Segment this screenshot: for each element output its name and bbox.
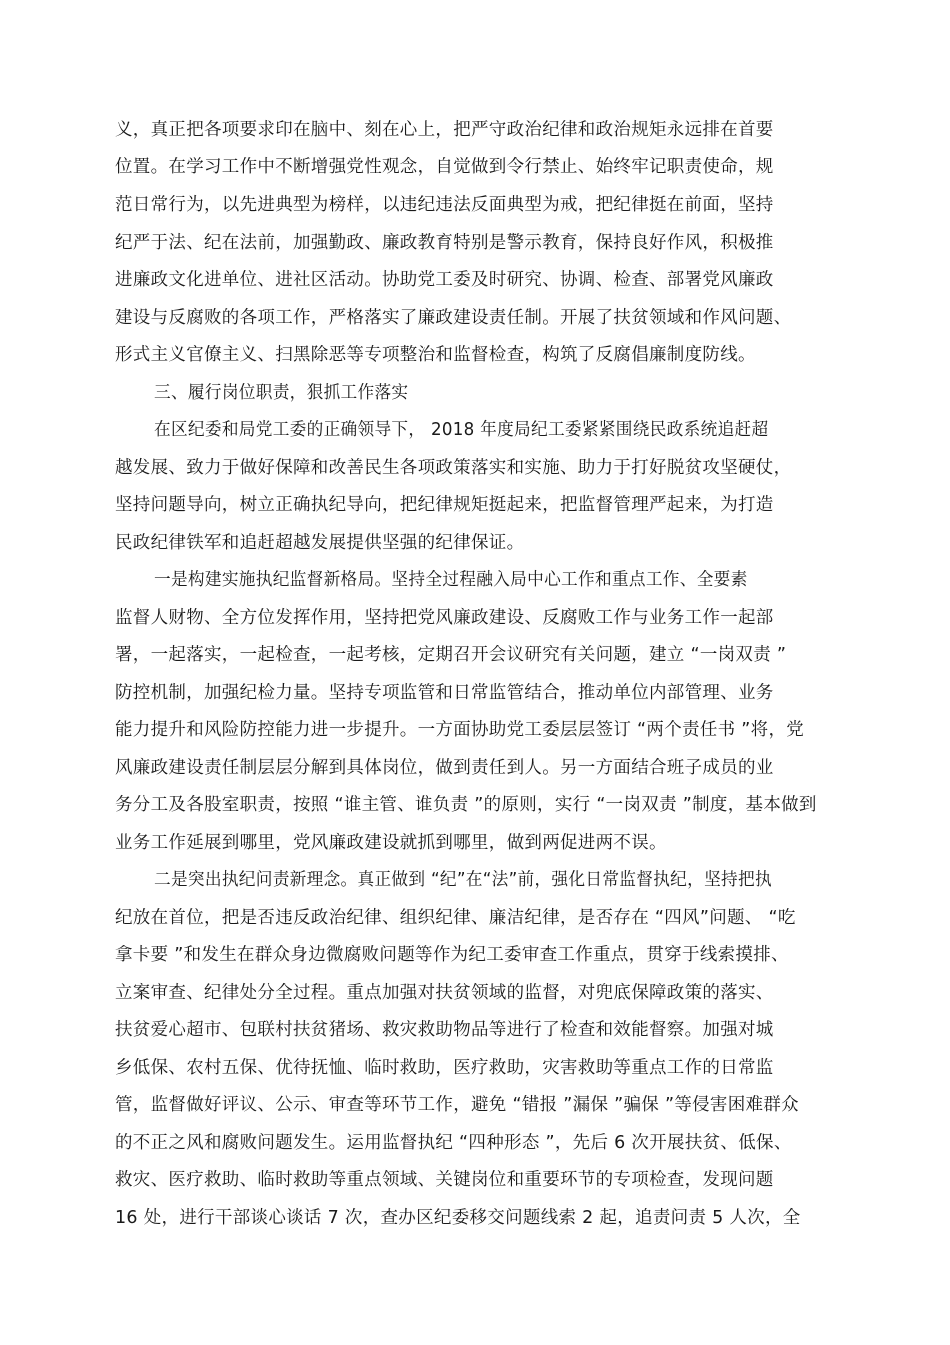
text-line: 扶贫爱心超市、包联村扶贫猪场、救灾救助物品等进行了检查和效能督察。加强对城 <box>115 1020 774 1040</box>
text-line: 乡低保、农村五保、优待抚恤、临时救助，医疗救助，灾害救助等重点工作的日常监 <box>115 1058 774 1078</box>
text-line: 风廉政建设责任制层层分解到具体岗位，做到责任到人。另一方面结合班子成员的业 <box>115 758 774 778</box>
text-line: 业务工作延展到哪里，党风廉政建设就抓到哪里，做到两促进两不误。 <box>115 833 667 853</box>
text-line: 范日常行为，以先进典型为榜样，以违纪违法反面典型为戒，把纪律挺在前面，坚持 <box>115 195 774 215</box>
section-heading: 三、履行岗位职责，狠抓工作落实 <box>154 383 409 403</box>
text-line: 的不正之风和腐败问题发生。运用监督执纪 “四种形态 ”，先后 6 次开展扶贫、低保、 <box>115 1133 792 1153</box>
text-line: 位置。在学习工作中不断增强党性观念，自觉做到令行禁止、始终牢记职责使命，规 <box>115 157 774 177</box>
text-line: 署，一起落实，一起检查，一起考核，定期召开会议研究有关问题，建立 “一岗双责 ” <box>115 645 787 665</box>
text-line: 二是突出执纪问责新理念。真正做到 “纪”在“法”前，强化日常监督执纪，坚持把执 <box>154 870 772 890</box>
text-line: 义，真正把各项要求印在脑中、刻在心上，把严守政治纪律和政治规矩永远排在首要 <box>115 120 774 140</box>
text-line: 建设与反腐败的各项工作，严格落实了廉政建设责任制。开展了扶贫领域和作风问题、 <box>115 308 792 328</box>
text-line: 防控机制，加强纪检力量。坚持专项监管和日常监管结合，推动单位内部管理、业务 <box>115 683 774 703</box>
text-line: 在区纪委和局党工委的正确领导下， 2018 年度局纪工委紧紧围绕民政系统追赶超 <box>154 420 769 440</box>
text-line: 形式主义官僚主义、扫黑除恶等专项整治和监督检查，构筑了反腐倡廉制度防线。 <box>115 345 756 365</box>
text-line: 务分工及各股室职责，按照 “谁主管、谁负责 ”的原则，实行 “一岗双责 ”制度，基本做到 <box>115 795 817 815</box>
text-line: 监督人财物、全方位发挥作用，坚持把党风廉政建设、反腐败工作与业务工作一起部 <box>115 608 774 628</box>
text-line: 纪放在首位，把是否违反政治纪律、组织纪律、廉洁纪律，是否存在 “四风”问题、 “吃 <box>115 908 796 928</box>
text-line: 拿卡要 ”和发生在群众身边微腐败问题等作为纪工委审查工作重点，贯穿于线索摸排、 <box>115 945 789 965</box>
text-line: 坚持问题导向，树立正确执纪导向，把纪律规矩挺起来，把监督管理严起来，为打造 <box>115 495 774 515</box>
text-line: 越发展、致力于做好保障和改善民生各项政策落实和实施、助力于打好脱贫攻坚硬仗， <box>115 458 792 478</box>
text-line: 管，监督做好评议、公示、审查等环节工作，避免 “错报 ”漏保 ”骗保 ”等侵害困难群众 <box>115 1095 799 1115</box>
text-line: 民政纪律铁军和追赶超越发展提供坚强的纪律保证。 <box>115 533 525 553</box>
text-line: 能力提升和风险防控能力进一步提升。一方面协助党工委层层签订 “两个责任书 ”将，党 <box>115 720 805 740</box>
text-line: 立案审查、纪律处分全过程。重点加强对扶贫领域的监督，对兜底保障政策的落实、 <box>115 983 774 1003</box>
text-line: 进廉政文化进单位、进社区活动。协助党工委及时研究、协调、检查、部署党风廉政 <box>115 270 774 290</box>
text-line: 纪严于法、纪在法前，加强勤政、廉政教育特别是警示教育，保持良好作风，积极推 <box>115 233 774 253</box>
text-line: 16 处，进行干部谈心谈话 7 次，查办区纪委移交问题线索 2 起，追责问责 5 人次，全 <box>115 1208 801 1228</box>
text-line: 救灾、医疗救助、临时救助等重点领域、关键岗位和重要环节的专项检查，发现问题 <box>115 1170 774 1190</box>
text-line: 一是构建实施执纪监督新格局。坚持全过程融入局中心工作和重点工作、全要素 <box>154 570 748 590</box>
